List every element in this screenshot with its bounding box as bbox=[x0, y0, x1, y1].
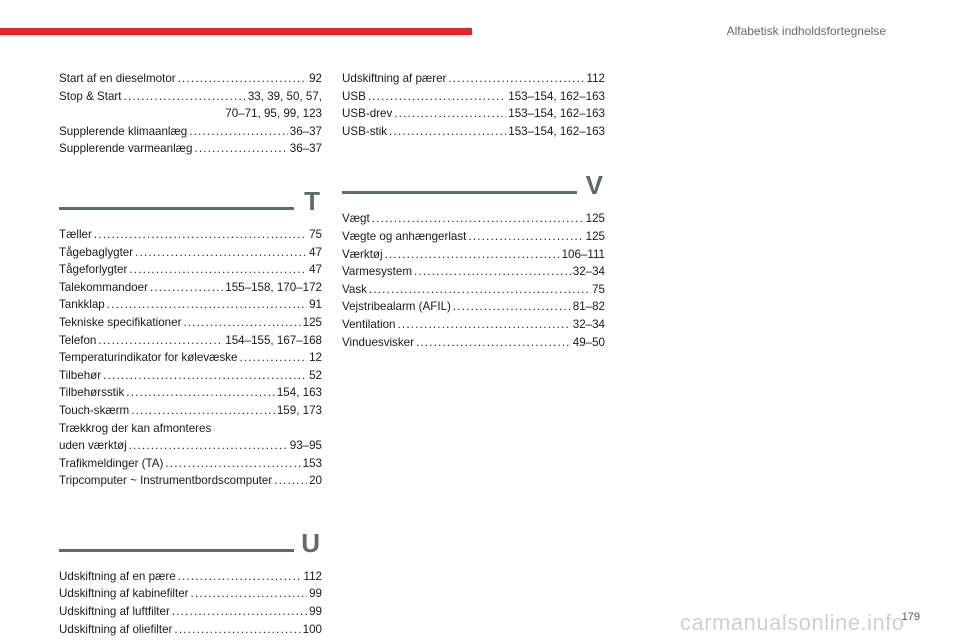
dot-leader bbox=[135, 244, 307, 262]
index-entry bbox=[59, 603, 322, 621]
index-term: Touch-skærm bbox=[59, 403, 130, 417]
index-pages: 47 bbox=[309, 245, 322, 259]
section-rule bbox=[342, 191, 577, 194]
index-pages: 106–111 bbox=[561, 247, 605, 261]
section-header-t bbox=[59, 186, 322, 222]
index-pages: 75 bbox=[592, 282, 605, 296]
dot-leader bbox=[94, 226, 307, 244]
index-term: Værktøj bbox=[342, 247, 383, 261]
index-term: Varmesystem bbox=[342, 265, 413, 279]
index-pages: 52 bbox=[309, 368, 322, 382]
index-term: Udskiftning af luftfilter bbox=[59, 605, 170, 619]
index-pages: 112 bbox=[586, 72, 605, 85]
index-term: USB-drev bbox=[342, 107, 393, 121]
watermark: carmanualsonline.info bbox=[680, 610, 905, 635]
dot-leader bbox=[372, 210, 584, 228]
index-entry bbox=[59, 70, 322, 88]
index-term: USB-stik bbox=[342, 124, 388, 138]
index-entry bbox=[59, 140, 322, 158]
accent-bar bbox=[0, 28, 472, 35]
index-pages: 33, 39, 50, 57, bbox=[247, 89, 322, 103]
dot-leader bbox=[414, 263, 571, 281]
index-pages: 32–34 bbox=[572, 265, 605, 279]
index-entry-prefix: Trækkrog der kan afmonteres bbox=[59, 421, 212, 435]
index-pages: 32–34 bbox=[572, 317, 605, 331]
index-pages: 155–158, 170–172 bbox=[225, 280, 322, 294]
index-pages: 92 bbox=[309, 72, 322, 85]
index-entry bbox=[342, 210, 605, 228]
index-term: Udskiftning af pærer bbox=[342, 72, 447, 85]
dot-leader bbox=[369, 281, 590, 299]
index-entry bbox=[59, 314, 322, 332]
index-pages: 125 bbox=[302, 315, 322, 329]
index-term: uden værktøj bbox=[59, 439, 127, 453]
index-term: Tilbehørsstik bbox=[59, 386, 125, 400]
dot-leader bbox=[385, 246, 560, 264]
index-term: Vægte og anhængerlast bbox=[342, 229, 467, 243]
index-pages: 154–155, 167–168 bbox=[225, 333, 322, 347]
index-pages: 36–37 bbox=[289, 124, 322, 138]
index-entry bbox=[342, 298, 605, 316]
index-term: Vejstribealarm (AFIL) bbox=[342, 300, 451, 314]
dot-leader bbox=[126, 384, 275, 402]
index-term: Telefon bbox=[59, 333, 97, 347]
index-pages: 36–37 bbox=[289, 142, 322, 156]
index-pages: 47 bbox=[309, 263, 322, 277]
dot-leader bbox=[239, 349, 307, 367]
dot-leader bbox=[183, 314, 300, 332]
index-group-u bbox=[59, 568, 322, 638]
dot-leader bbox=[178, 568, 302, 586]
index-term: Start af en dieselmotor bbox=[59, 72, 176, 85]
index-entry bbox=[59, 472, 322, 490]
section-header-v bbox=[342, 170, 605, 206]
index-entry bbox=[59, 279, 322, 297]
index-entry bbox=[59, 332, 322, 350]
dot-leader bbox=[189, 123, 287, 141]
index-term: Temperaturindikator for kølevæske bbox=[59, 351, 238, 365]
index-term: Vinduesvisker bbox=[342, 335, 414, 349]
dot-leader bbox=[178, 70, 307, 88]
dot-leader bbox=[129, 261, 307, 279]
index-entry bbox=[59, 402, 322, 420]
index-group-t bbox=[59, 226, 322, 490]
index-term: Stop & Start bbox=[59, 89, 122, 103]
dot-leader bbox=[448, 70, 584, 88]
index-entry bbox=[59, 437, 322, 455]
index-entry bbox=[59, 367, 322, 385]
index-pages: 81–82 bbox=[572, 300, 605, 314]
index-entry bbox=[59, 585, 322, 603]
index-entry bbox=[59, 88, 322, 106]
index-pages: 153–154, 162–163 bbox=[508, 107, 605, 121]
section-header-u bbox=[59, 528, 322, 564]
index-pages: 154, 163 bbox=[276, 386, 322, 400]
index-term: Supplerende varmeanlæg bbox=[59, 142, 193, 156]
dot-leader bbox=[389, 123, 506, 141]
index-entry bbox=[59, 123, 322, 141]
index-term: Tæller bbox=[59, 227, 92, 241]
index-term: Udskiftning af en pære bbox=[59, 569, 176, 583]
dot-leader bbox=[468, 228, 583, 246]
index-term: Tågeforlygter bbox=[59, 263, 128, 277]
index-pages: 99 bbox=[309, 605, 322, 619]
index-pages: 49–50 bbox=[572, 335, 605, 349]
index-column-left bbox=[59, 70, 322, 638]
index-term: Tankklap bbox=[59, 298, 105, 312]
index-pages: 12 bbox=[309, 351, 322, 365]
index-entry bbox=[59, 244, 322, 262]
index-group-s bbox=[59, 70, 322, 158]
index-term: Tekniske specifikationer bbox=[59, 315, 182, 329]
index-pages: 112 bbox=[303, 569, 322, 583]
dot-leader bbox=[98, 332, 223, 350]
index-entry bbox=[59, 296, 322, 314]
page-number: 179 bbox=[901, 611, 920, 623]
index-entry bbox=[59, 621, 322, 639]
index-entry bbox=[342, 246, 605, 264]
index-entry bbox=[59, 568, 322, 586]
index-term: Vægt bbox=[342, 212, 370, 226]
index-pages: 75 bbox=[309, 227, 322, 241]
section-letter-t: T bbox=[304, 185, 320, 216]
dot-leader bbox=[191, 585, 308, 603]
index-entry bbox=[342, 123, 605, 141]
index-pages-continued: 70–71, 95, 99, 123 bbox=[225, 107, 322, 121]
index-entry bbox=[59, 455, 322, 473]
index-pages: 125 bbox=[585, 212, 605, 226]
index-term: Udskiftning af oliefilter bbox=[59, 622, 173, 636]
index-term: Vask bbox=[342, 282, 367, 296]
index-group-u-continued bbox=[342, 70, 605, 140]
index-pages: 20 bbox=[309, 474, 322, 488]
dot-leader bbox=[174, 621, 300, 639]
index-pages: 153–154, 162–163 bbox=[508, 124, 605, 138]
index-entry bbox=[342, 316, 605, 334]
index-entry bbox=[342, 88, 605, 106]
dot-leader bbox=[150, 279, 223, 297]
index-pages: 93–95 bbox=[289, 439, 322, 453]
index-pages: 91 bbox=[309, 298, 322, 312]
dot-leader bbox=[124, 88, 246, 106]
index-entry bbox=[342, 228, 605, 246]
dot-leader bbox=[194, 140, 287, 158]
index-entry bbox=[342, 334, 605, 352]
index-pages: 125 bbox=[585, 229, 605, 243]
dot-leader bbox=[368, 88, 506, 106]
index-term: USB bbox=[342, 89, 366, 103]
index-pages: 159, 173 bbox=[276, 403, 322, 417]
index-pages: 153 bbox=[302, 456, 322, 470]
index-term: Udskiftning af kabinefilter bbox=[59, 587, 189, 601]
index-pages: 100 bbox=[302, 622, 322, 636]
index-entry bbox=[59, 384, 322, 402]
dot-leader bbox=[274, 472, 307, 490]
section-rule bbox=[59, 207, 294, 210]
index-entry bbox=[342, 70, 605, 88]
section-letter-u: U bbox=[301, 527, 320, 558]
dot-leader bbox=[129, 437, 288, 455]
dot-leader bbox=[172, 603, 307, 621]
index-pages: 99 bbox=[309, 587, 322, 601]
index-term: Supplerende klimaanlæg bbox=[59, 124, 188, 138]
page-header-title: Alfabetisk indholdsfortegnelse bbox=[726, 24, 886, 38]
dot-leader bbox=[165, 455, 300, 473]
index-term: Ventilation bbox=[342, 317, 396, 331]
index-entry bbox=[342, 105, 605, 123]
index-pages: 153–154, 162–163 bbox=[508, 89, 605, 103]
index-entry bbox=[59, 226, 322, 244]
dot-leader bbox=[398, 316, 571, 334]
dot-leader bbox=[394, 105, 506, 123]
dot-leader bbox=[131, 402, 275, 420]
index-entry bbox=[59, 261, 322, 279]
index-entry bbox=[342, 263, 605, 281]
dot-leader bbox=[416, 334, 571, 352]
index-entry bbox=[59, 349, 322, 367]
index-column-right bbox=[342, 70, 605, 351]
index-term: Talekommandoer bbox=[59, 280, 148, 294]
index-term: Trafikmeldinger (TA) bbox=[59, 456, 164, 470]
dot-leader bbox=[107, 296, 307, 314]
index-term: Tilbehør bbox=[59, 368, 102, 382]
section-letter-v: V bbox=[585, 170, 603, 201]
index-term: Tripcomputer ~ Instrumentbordscomputer bbox=[59, 474, 273, 488]
index-group-v bbox=[342, 210, 605, 351]
dot-leader bbox=[103, 367, 307, 385]
section-rule bbox=[59, 549, 294, 552]
dot-leader bbox=[453, 298, 571, 316]
index-term: Tågebaglygter bbox=[59, 245, 134, 259]
index-entry bbox=[342, 281, 605, 299]
